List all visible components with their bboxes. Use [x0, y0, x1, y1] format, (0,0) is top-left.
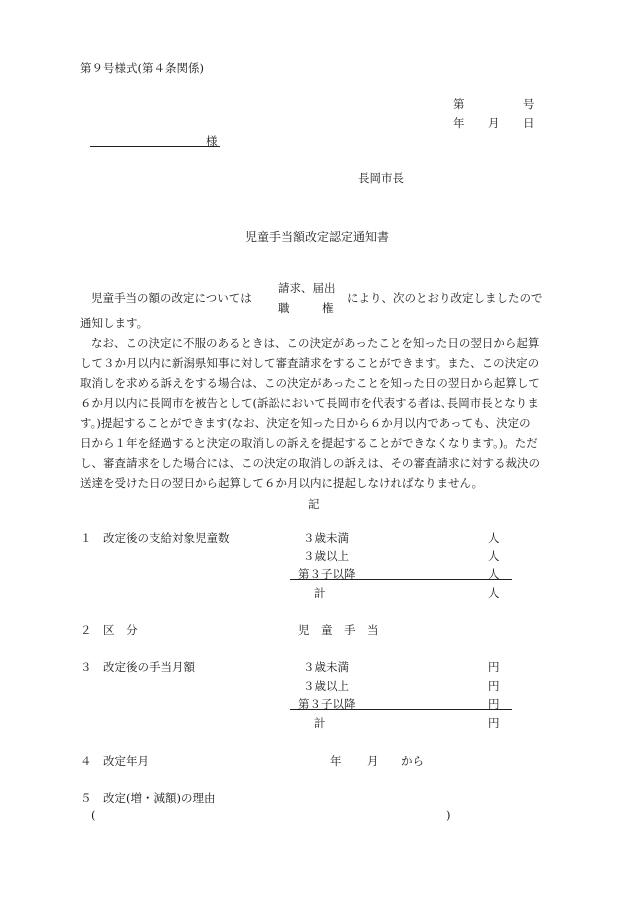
item1-row-over3: ３歳以上	[303, 549, 349, 563]
item4-from: から	[401, 754, 424, 768]
item1-total-rule	[290, 579, 512, 580]
document-title: 児童手当額改定認定通知書	[245, 230, 390, 244]
body-after-basis: により、次のとおり改定しましたので	[347, 291, 543, 305]
item2-label: 区 分	[103, 623, 138, 637]
body-lead: 児童手当の額の改定については	[91, 291, 252, 305]
item1-unit: 人	[488, 549, 500, 563]
ki-heading: 記	[308, 497, 320, 511]
item1-unit: 人	[488, 531, 500, 545]
item4-number: ４	[80, 754, 92, 768]
item2-number: ２	[80, 623, 92, 637]
sender: 長岡市長	[358, 171, 404, 185]
item5-number: ５	[80, 791, 92, 805]
item1-unit: 人	[488, 586, 500, 600]
item3-row-over3: ３歳以上	[303, 679, 349, 693]
item3-unit: 円	[488, 660, 500, 674]
addressee-line	[90, 146, 220, 147]
item5-close-paren: )	[446, 808, 451, 822]
item3-row-under3: ３歳未満	[303, 660, 349, 674]
item3-total: 計	[314, 716, 326, 730]
date-year: 年	[453, 116, 465, 130]
item3-row-third-child: 第３子以降	[298, 697, 356, 711]
notice-line: 取消しを求める訴えをする場合は、この決定があったことを知った日の翌日から起算して	[80, 376, 540, 390]
item4-year: 年	[330, 754, 342, 768]
notice-line: す。)提起することができます(なお、決定を知った日から６か月以内であっても、決定の	[80, 416, 531, 430]
number-prefix: 第	[453, 97, 465, 111]
item1-total: 計	[314, 586, 326, 600]
item1-row-third-child: 第３子以降	[298, 567, 356, 581]
addressee-suffix: 様	[206, 134, 218, 148]
date-month: 月	[488, 116, 500, 130]
item4-label: 改定年月	[103, 754, 149, 768]
item3-number: ３	[80, 660, 92, 674]
basis-option-2a: 職	[278, 301, 290, 315]
item1-row-under3: ３歳未満	[303, 531, 349, 545]
date-day: 日	[523, 116, 535, 130]
basis-option-1: 請求、届出	[278, 281, 336, 295]
item1-unit: 人	[488, 567, 500, 581]
basis-option-2b: 権	[322, 301, 334, 315]
item3-label: 改定後の手当月額	[103, 660, 195, 674]
item1-number: １	[80, 531, 92, 545]
item3-total-rule	[290, 709, 512, 710]
number-suffix: 号	[523, 97, 535, 111]
item2-value: 児 童 手 当	[298, 623, 379, 637]
item3-unit: 円	[488, 679, 500, 693]
notice-line: して３か月以内に新潟県知事に対して審査請求をすることができます。また、この決定の	[80, 356, 540, 370]
notice-line: ６か月以内に長岡市を被告として(訴訟において長岡市を代表する者は､長岡市長となりま	[80, 396, 539, 410]
notice-line: 送達を受けた日の翌日から起算して６か月以内に提起しなければなりません。	[80, 476, 484, 490]
item5-label: 改定(増・減額)の理由	[103, 791, 216, 805]
item1-label: 改定後の支給対象児童数	[103, 531, 230, 545]
notice-line: し、審査請求をした場合には、この決定の取消しの訴えは、その審査請求に対する裁決の	[80, 456, 540, 470]
form-label: 第９号様式(第４条関係)	[80, 61, 204, 75]
item4-month: 月	[367, 754, 379, 768]
body-continuation: 通知します。	[80, 316, 149, 330]
item5-open-paren: (	[91, 808, 96, 822]
notice-line: 日から１年を経過すると決定の取消しの訴えを提起することができなくなります。)。ただ	[80, 436, 538, 450]
item3-unit: 円	[488, 697, 500, 711]
notice-line: なお、この決定に不服のあるときは、この決定があったことを知った日の翌日から起算	[91, 336, 540, 350]
item3-unit: 円	[488, 716, 500, 730]
